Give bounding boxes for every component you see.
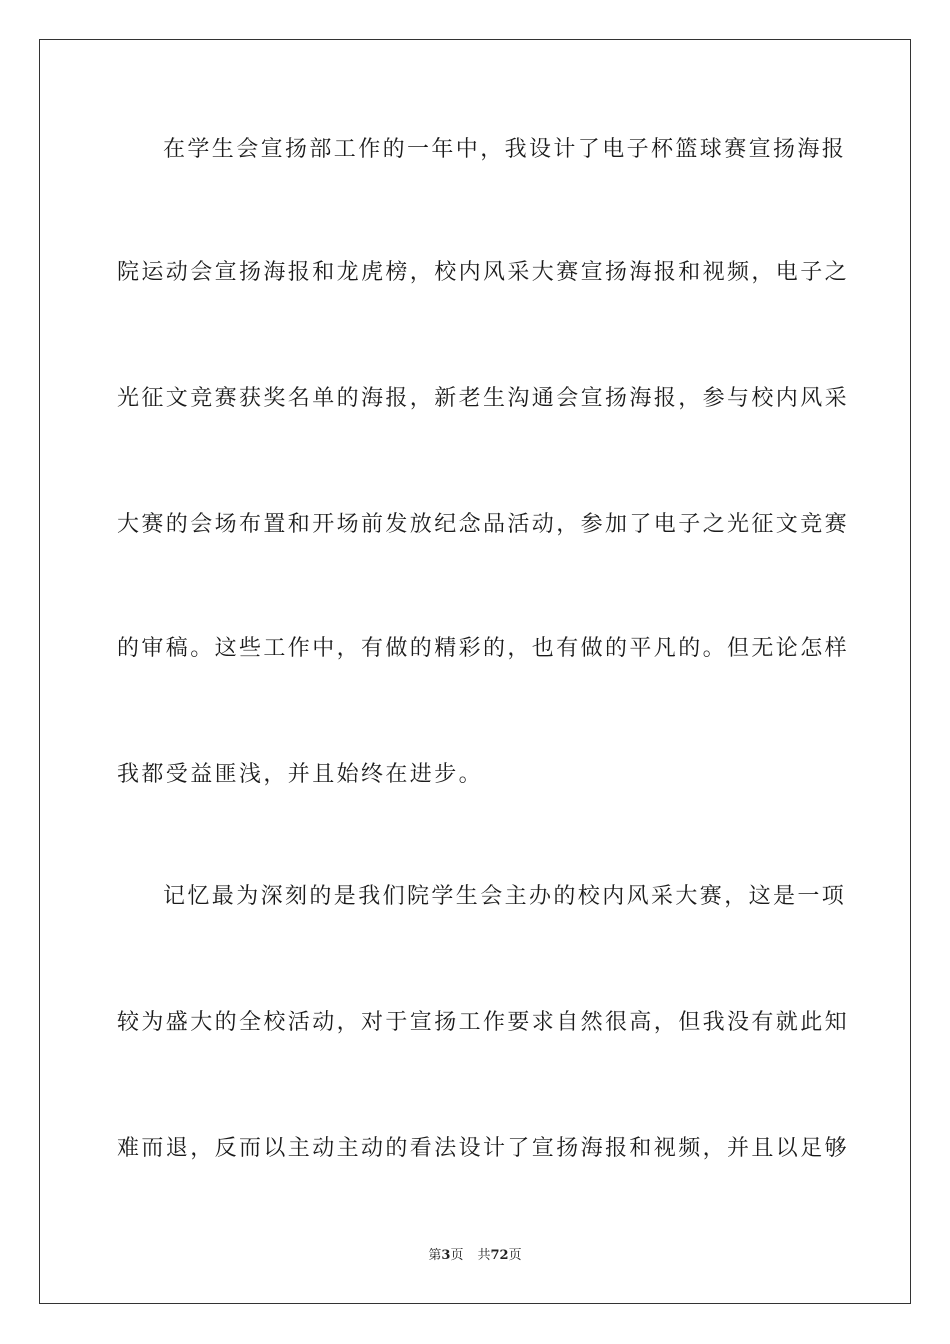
text-line: 记忆最为深刻的是我们院学生会主办的校内风采大赛，这是一项 xyxy=(163,884,847,909)
text-line: 较为盛大的全校活动，对于宣扬工作要求自然很高，但我没有就此知 xyxy=(117,1010,850,1035)
text-line: 光征文竞赛获奖名单的海报，新老生沟通会宣扬海报，参与校内风采 xyxy=(117,386,850,411)
page-prefix: 第 xyxy=(428,1248,442,1263)
total-prefix: 共 xyxy=(477,1248,491,1263)
page-footer xyxy=(0,1247,950,1265)
total-suffix: 页 xyxy=(508,1248,522,1263)
text-line: 难而退，反而以主动主动的看法设计了宣扬海报和视频，并且以足够 xyxy=(117,1136,850,1161)
page-number: 3 xyxy=(441,1248,451,1263)
total-pages: 72 xyxy=(490,1248,509,1263)
text-line: 大赛的会场布置和开场前发放纪念品活动，参加了电子之光征文竞赛 xyxy=(117,512,850,537)
page-suffix: 页 xyxy=(450,1248,464,1263)
text-line: 的审稿。这些工作中，有做的精彩的，也有做的平凡的。但无论怎样 xyxy=(117,636,850,661)
text-line: 在学生会宣扬部工作的一年中，我设计了电子杯篮球赛宣扬海报 xyxy=(163,137,847,162)
text-line: 院运动会宣扬海报和龙虎榜，校内风采大赛宣扬海报和视频，电子之 xyxy=(117,260,850,285)
page-border xyxy=(39,39,911,1304)
text-line: 我都受益匪浅，并且始终在进步。 xyxy=(117,762,484,787)
